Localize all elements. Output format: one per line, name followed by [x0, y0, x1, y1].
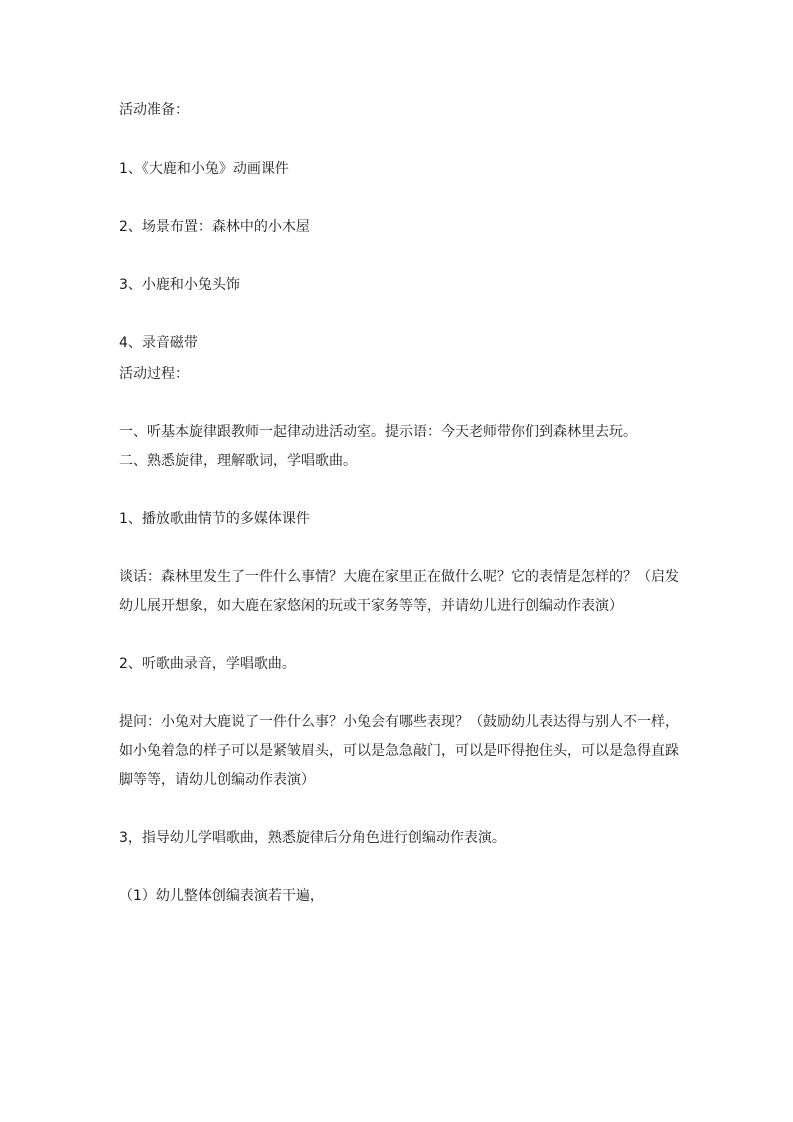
- process-heading: 活动过程：: [119, 366, 189, 382]
- ask-paragraph-line-1: 提问：小兔对大鹿说了一件什么事？小兔会有哪些表现？（鼓励幼儿表达得与别人不一样，: [119, 714, 679, 730]
- talk-paragraph-line-2: 幼儿展开想象，如大鹿在家悠闲的玩或干家务等等，并请幼儿进行创编动作表演）: [119, 598, 623, 614]
- preparation-heading: 活动准备：: [119, 102, 189, 118]
- sub-step-3: 3，指导幼儿学唱歌曲，熟悉旋律后分角色进行创编动作表演。: [119, 830, 506, 846]
- step-two: 二、熟悉旋律，理解歌词，学唱歌曲。: [119, 453, 357, 469]
- prep-item-1: 1、《大鹿和小兔》动画课件: [119, 161, 289, 177]
- step-one: 一、听基本旋律跟教师一起律动进活动室。提示语：今天老师带你们到森林里去玩。: [119, 424, 637, 440]
- sub-step-2: 2、听歌曲录音，学唱歌曲。: [119, 656, 296, 672]
- sub-step-3-item-1: （1）幼儿整体创编表演若干遍，: [119, 888, 324, 904]
- ask-paragraph-line-3: 脚等等，请幼儿创编动作表演）: [119, 772, 315, 788]
- prep-item-2: 2、场景布置：森林中的小木屋: [119, 219, 310, 235]
- prep-item-3: 3、小鹿和小兔头饰: [119, 277, 240, 293]
- prep-item-4: 4、录音磁带: [119, 335, 198, 351]
- sub-step-1: 1、播放歌曲情节的多媒体课件: [119, 511, 310, 527]
- talk-paragraph-line-1: 谈话：森林里发生了一件什么事情？大鹿在家里正在做什么呢？它的表情是怎样的？（启发: [119, 569, 679, 585]
- ask-paragraph-line-2: 如小兔着急的样子可以是紧皱眉头，可以是急急敲门，可以是吓得抱住头，可以是急得直跺: [119, 743, 679, 759]
